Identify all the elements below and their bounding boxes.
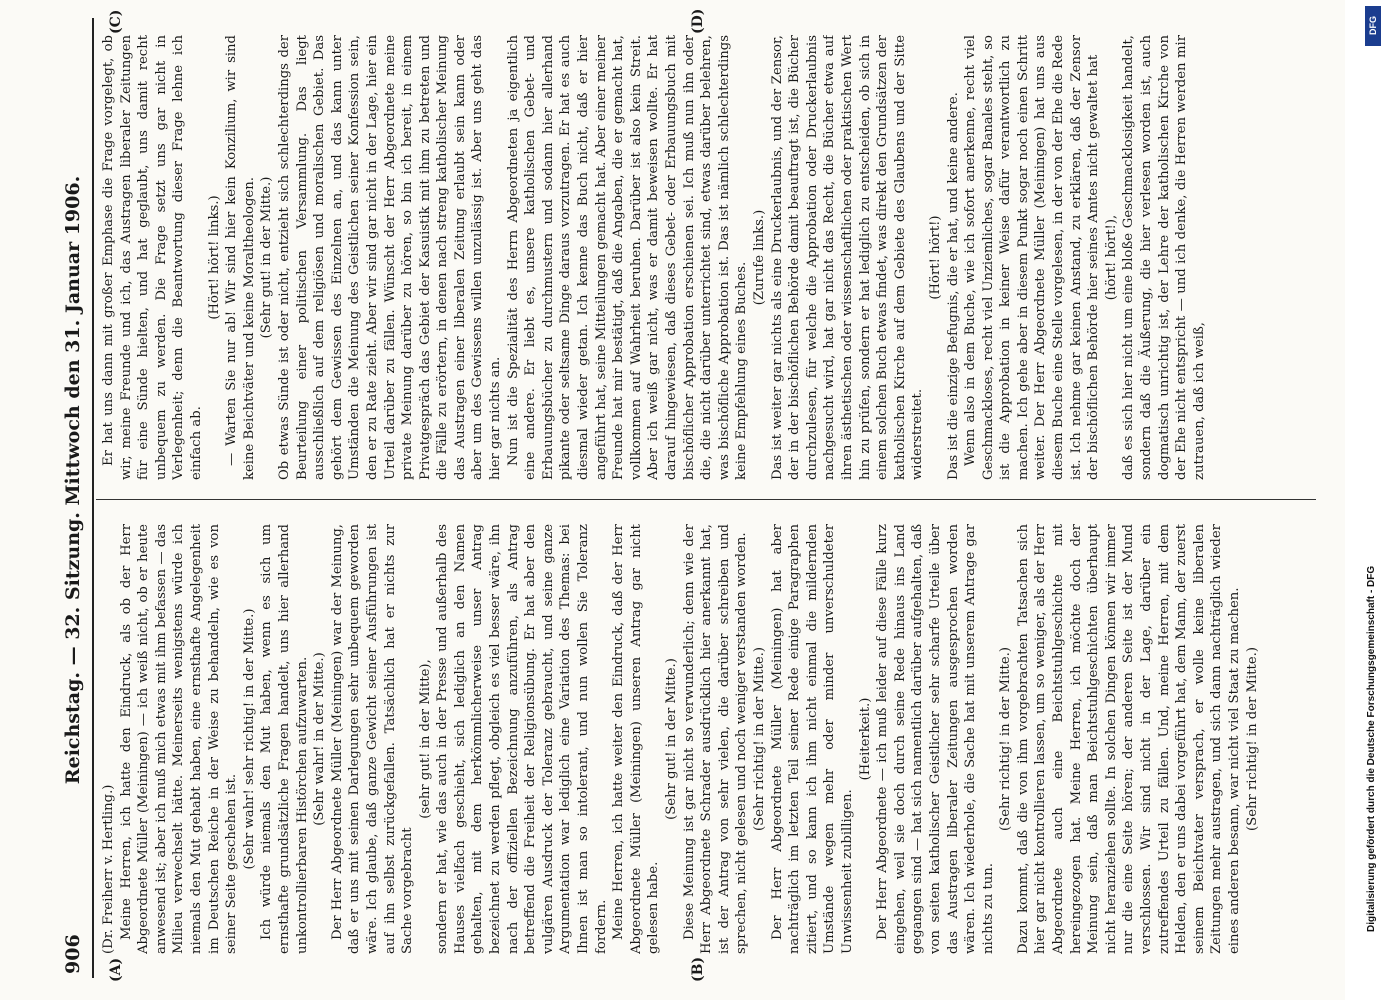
- paragraph: daß es sich hier nicht um eine bloße Geschmacklosigkeit handelt, sondern daß die Äußerung, die hier verlesen worden ist, auch dogmatisch unrichtig ist, der Lehre der katholischen Kirche von der Ehe nicht entspricht — und ich denke, die Herren werden mir zutrauen, daß ich weiß,: [1121, 35, 1207, 480]
- interjection: (Hört! hört! links.): [206, 195, 222, 320]
- interjection: (sehr gut! in der Mitte),: [417, 659, 433, 819]
- paragraph: (Dr. Freiherr v. Hertling.): [101, 784, 116, 954]
- paragraph: sondern er hat, wie das auch in der Presse und außerhalb des Hauses vielfach geschieht, sich lediglich an den Namen gehalten, mit dem herkömmlicherweise unser Antrag bezeichnet zu werden pflegt, obgleich es viel besser wäre, ihn nach der offiziellen Bezeichnung anzuführen, als Antrag betreffend die Freiheit der Religionsübung. Er hat aber den vulgären Ausdruck der Toleranz gebraucht, und seine ganze Argumentation war lediglich eine Variation des Themas: bei Ihnen ist man so intolerant, und nun wollen Sie Toleranz fordern.: [435, 524, 609, 954]
- page-title: Reichstag. — 32. Sitzung. Mittwoch den 31. Januar 1906.: [62, 175, 84, 785]
- paragraph: Das ist die einzige Befugnis, die er hat, und keine andere.: [945, 92, 961, 480]
- interjection: (Heiterkeit.): [857, 697, 873, 781]
- left-text-column: [100, 524, 1315, 954]
- page-number: 906: [62, 934, 84, 974]
- right-text-column: [100, 35, 1315, 480]
- margin-mark-a: (A): [108, 957, 124, 982]
- paragraph: Er hat uns dann mit großer Emphase die Frage vorgelegt, ob wir, meine Freunde und ich, das Austragen liberaler Zeitungen für eine Sünde hielten, und hat geglaubt, uns damit recht unbequem zu werden. Die Frage setzt uns gar nicht in Verlegenheit; denn die Beantwortung dieser Frage lehne ich einfach ab.: [101, 35, 204, 480]
- digitization-credit: Digitalisierung gefördert durch die Deutsche Forschungsgemeinschaft - DFG: [1366, 565, 1377, 932]
- paragraph: Der Herr Abgeordnete — ich muß leider auf diese Fälle kurz eingehen, weil sie doch durch seine Rede hinaus ins Land gegangen sind — hat sich namentlich darüber aufgehalten, daß von seiten katholischer Geistlicher sehr scharfe Urteile über das Austragen liberaler Zeitungen ausgesprochen worden wären. Ich wiederhole, die Sache hat mit unserem Antrage gar nichts zu tun.: [875, 524, 996, 954]
- interjection: (Sehr richtig! in der Mitte.): [998, 647, 1014, 831]
- interjection: (Sehr wahr! in der Mitte.): [312, 652, 328, 826]
- paragraph: Nun ist die Spezialität des Herrn Abgeordneten ja eigentlich eine andere. Er liebt es, unsere katholischen Gebet- und Erbauungsbücher zu durchmustern und sodann hier allerhand pikante oder seltsame Dinge daraus vorzutragen. Er hat es auch diesmal wieder getan. Ich kenne das Buch nicht, daß er hier angeführt hat, seine Mitteilungen gemacht hat. Aber einer meiner Freunde hat mir bestätigt, daß die Angaben, die er gemacht hat, vollkommen auf Wahrheit beruhen. Darüber ist also kein Streit. Aber ich weiß gar nicht, was er damit beweisen wollte. Er hat darauf hingewiesen, daß dieses Gebet- oder Erbauungsbuch mit bischöflicher Approbation erschienen sei. Ich muß nun ihn oder die, die nicht darüber unterrichtet sind, etwas darüber belehren, was bischöfliche Approbation ist. Das ist nämlich schlechterdings keine Empfehlung eines Buches.: [505, 35, 750, 480]
- interjection: (Sehr gut! in der Mitte.): [259, 176, 275, 339]
- page-header: [56, 0, 90, 1000]
- margin-mark-c: (C): [108, 9, 124, 34]
- paragraph: Meine Herren, ich hatte weiter den Eindruck, daß der Herr Abgeordnete Müller (Meiningen) unseren Antrag gar nicht gelesen habe.: [611, 524, 662, 954]
- paragraph: Der Herr Abgeordnete Müller (Meiningen) war der Meinung, daß er uns mit seinen Darlegungen sehr unbequem geworden wäre. Ich glaube, daß ganze Gewicht seiner Ausführungen ist auf ihn selbst zurückgefallen. Tatsächlich hat er nichts zur Sache vorgebracht: [329, 524, 416, 954]
- paragraph: Dazu kommt, daß die von ihm vorgebrachten Tatsachen sich hier gar nicht kontrollieren lassen, um so weniger, als der Herr Abgeordnete auch eine Beichtstuhlgeschichte mit hereingezogen hat. Meine Herren, ich möchte doch der Meinung sein, daß man Beichtstuhlgeschichten überhaupt nicht heranziehen sollte. In solchen Dingen können wir immer nur die eine Seite hören; der anderen Seite ist der Mund verschlossen. Wir sind nicht in der Lage, darüber ein zutreffendes Urteil zu fällen. Und, meine Herren, mit dem Helden, den er uns dabei vorgeführt hat, dem Mann, der zuerst seinem Beichtvater versprach, er wolle keine liberalen Zeitungen mehr austragen, und sich dann nachträglich wieder eines anderen besann, war nicht viel Staat zu machen.: [1015, 524, 1242, 954]
- header-rule: [92, 18, 94, 978]
- interjection: (Sehr richtig! in der Mitte.): [1244, 647, 1260, 831]
- paragraph: Das ist weiter gar nichts als eine Druckerlaubnis, und der Zensor, der in der bischöflichen Behörde damit beauftragt ist, die Bücher durchzulesen, für welche die Approbation oder Druckerlaubnis nachgesucht wird, hat gar nicht das Recht, die Bücher etwa auf ihren ästhetischen oder wissenschaftlichen oder praktischen Wert hin zu prüfen, sondern er hat lediglich zu entscheiden, ob sich in einem solchen Buch etwas findet, was direkt den Grundsätzen der katholischen Kirche auf dem Gebiete des Glaubens und der Sitte widerstreitet.: [769, 35, 926, 480]
- column-divider: [96, 499, 1316, 500]
- interjection: (Sehr richtig! in der Mitte.): [751, 647, 767, 831]
- dfg-logo: DFG: [1365, 6, 1381, 46]
- margin-mark-d: (D): [690, 8, 706, 34]
- interjection: (Zurufe links.): [751, 209, 767, 306]
- interjection: (Hört! hört!): [927, 215, 943, 300]
- interjection: (hört! hört!),: [1103, 214, 1119, 301]
- paragraph: Wenn also in dem Buche, wie ich sofort anerkenne, recht viel Geschmackloses, recht viel Unziemliches, sogar Banales steht, so ist die Approbation in keiner Weise dafür verantwortlich zu machen. Ich gehe aber in diesem Punkt sogar noch einen Schritt weiter. Der Herr Abgeordnete Müller (Meiningen) hat uns aus diesem Buche eine Stelle vorgelesen, in der von der Ehe die Rede ist. Ich nehme gar keinen Anstand, zu erklären, daß der Zensor der bischöflichen Behörde hier seines Amtes nicht gewaltet hat: [963, 35, 1102, 480]
- paragraph: — Warten Sie nur ab! Wir sind hier kein Konzilium, wir sind keine Beichtväter und keine Moraltheologen.: [224, 35, 257, 480]
- margin-mark-b: (B): [690, 956, 706, 982]
- interjection: (Sehr gut! in der Mitte.): [664, 658, 679, 820]
- paragraph: Der Herr Abgeordnete Müller (Meiningen) hat aber nachträglich im letzten Teil seiner Rede einige Paragraphen zitiert, und so kann ich ihm nicht einmal die mildernden Umstände wegen mehr oder minder unverschuldeter Unwissenheit zubilligen.: [769, 524, 855, 954]
- interjection: (Sehr wahr! sehr richtig! in der Mitte.): [241, 608, 257, 870]
- paragraph: Ob etwas Sünde ist oder nicht, entzieht sich schlechterdings der Beurteilung einer politischen Versammlung. Das liegt ausschließlich auf dem religiösen und moralischen Gebiet. Das gehört dem Gewissen des Einzelnen an, und das kann unter Umständen die Meinung des Geistlichen seiner Konfession sein, den er zu Rate zieht. Aber wir sind gar nicht in der Lage, hier ein Urteil darüber zu fällen. Wünscht der Herr Abgeordnete meine private Meinung darüber zu hören, so bin ich bereit, in einem Privatgespräch das Gebiet der Kasuistik mit ihm zu betreten und die Fälle zu erörtern, in denen nach streng katholischer Meinung das Austragen einer liberalen Zeitung erlaubt sein kann oder aber um des Gewissens willen unzulässig ist. Aber uns geht das hier gar nichts an.: [276, 35, 504, 480]
- paragraph: Diese Meinung ist gar nicht so verwunderlich; denn wie der Herr Abgeordnete Schrader ausdrücklich hier anerkannt hat, ist der Antrag von sehr vielen, die darüber schreiben und sprechen, nicht gelesen und noch weniger verstanden worden.: [681, 524, 750, 954]
- paragraph: Ich würde niemals den Mut haben, wenn es sich um ernsthafte grundsätzliche Fragen handelt, uns hier allerhand unkontrollierbaren Histörchen aufzuwarten.: [259, 524, 310, 954]
- paragraph: Meine Herren, ich hatte den Eindruck, als ob der Herr Abgeordnete Müller (Meiningen) — ich weiß nicht, ob er heute anwesend ist; aber ich muß mich etwas mit ihm befassen — das Milieu verwechselt hätte. Meinerseits wenigstens würde ich niemals den Mut gehabt haben, eine ernsthafte Angelegenheit im Deutschen Reiche in der Weise zu behandeln, wie es von seiner Seite geschehen ist.: [118, 524, 240, 954]
